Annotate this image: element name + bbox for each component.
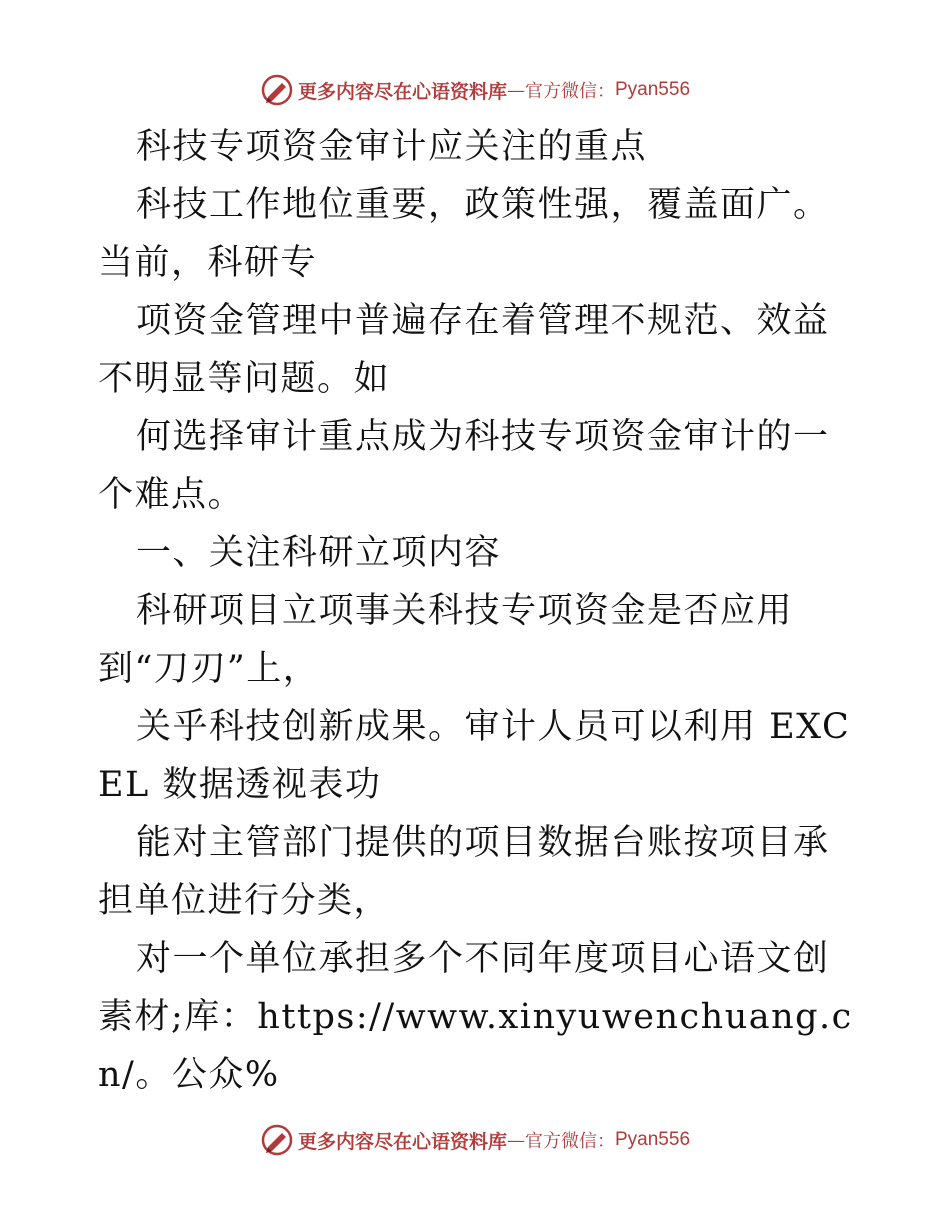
paragraph: 科技工作地位重要，政策性强，覆盖面广。当前，科研专 xyxy=(98,185,830,283)
paragraph: 对一个单位承担多个不同年度项目心语文创素材;库：https://www.xinyuwenchuang.cn/。公众% xyxy=(98,939,853,1095)
paragraph: 关乎科技创新成果。审计人员可以利用 EXCEL 数据透视表功 xyxy=(98,707,851,805)
paragraph: 能对主管部门提供的项目数据台账按项目承担单位进行分类， xyxy=(98,823,830,921)
banner-sub-text: 官方微信： xyxy=(525,81,615,102)
section-heading: 一、关注科研立项内容 xyxy=(136,533,502,573)
banner-wechat-id: Pyan556 xyxy=(615,1129,691,1150)
footer-watermark-banner xyxy=(0,1120,950,1160)
banner-main-text: 更多内容尽在心语资料库 xyxy=(297,80,507,103)
banner-dash: — xyxy=(507,79,525,101)
paragraph: 何选择审计重点成为科技专项资金审计的一个难点。 xyxy=(98,417,830,515)
banner-sub-text: 官方微信： xyxy=(525,1131,615,1152)
paragraph: 项资金管理中普遍存在着管理不规范、效益不明显等问题。如 xyxy=(98,301,830,399)
banner-main-text: 更多内容尽在心语资料库 xyxy=(297,1130,507,1153)
pen-logo-icon xyxy=(260,1123,294,1157)
pen-logo-icon xyxy=(260,73,294,107)
header-watermark-banner xyxy=(0,70,950,110)
paragraph: 科研项目立项事关科技专项资金是否应用到“刀刃”上， xyxy=(98,591,794,689)
document-body xyxy=(98,118,858,1104)
banner-wechat-id: Pyan556 xyxy=(615,79,691,100)
paragraph-title: 科技专项资金审计应关注的重点 xyxy=(136,127,648,167)
banner-dash: — xyxy=(507,1129,525,1151)
